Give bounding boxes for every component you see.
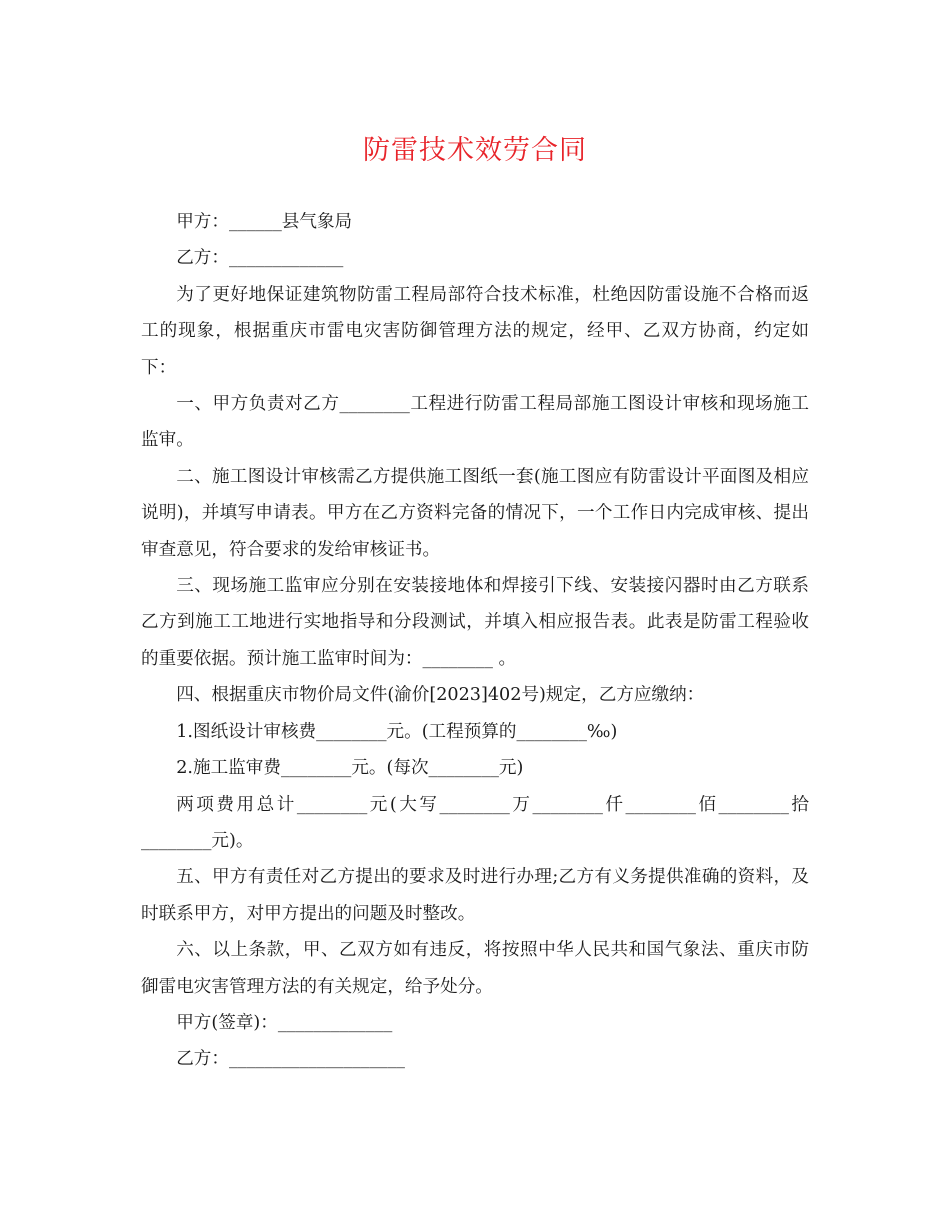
signature-party-b: 乙方：____________________ bbox=[176, 1049, 405, 1070]
fee-1-line: 1.图纸设计审核费________元。(工程预算的________‰) bbox=[176, 721, 618, 742]
fee-2-line: 2.施工监审费________元。(每次________元) bbox=[176, 758, 524, 779]
party-a-line: 甲方：______县气象局 bbox=[176, 212, 353, 232]
preamble-paragraph: 为了更好地保证建筑物防雷工程局部符合技术标准，杜绝因防雷设施不合格而返工的现象，根据重庆市雷电灾害防御管理方法的规定，经甲、乙双方协商，约定如下： bbox=[141, 284, 809, 378]
clause-1-paragraph: 一、甲方负责对乙方________工程进行防雷工程局部施工图设计审核和现场施工监审。 bbox=[141, 394, 809, 451]
clause-5-paragraph: 五、甲方有责任对乙方提出的要求及时进行办理;乙方有义务提供准确的资料，及时联系甲方，对甲方提出的问题及时整改。 bbox=[141, 867, 809, 924]
clause-4-paragraph: 四、根据重庆市物价局文件(渝价[2023]402号)规定，乙方应缴纳： bbox=[176, 685, 705, 706]
clause-3-paragraph: 三、现场施工监审应分别在安装接地体和焊接引下线、安装接闪器时由乙方联系乙方到施工工地进行实地指导和分段测试，并填入相应报告表。此表是防雷工程验收的重要依据。预计施工监审时间为：________ 。 bbox=[141, 576, 809, 669]
party-b-line: 乙方：_____________ bbox=[176, 248, 344, 269]
document-body bbox=[141, 204, 809, 1078]
signature-party-a: 甲方(签章)：_____________ bbox=[176, 1012, 393, 1033]
fee-total-paragraph: 两项费用总计________元(大写________万________仟________佰________拾________元)。 bbox=[141, 794, 809, 851]
clause-2-paragraph: 二、施工图设计审核需乙方提供施工图纸一套(施工图应有防雷设计平面图及相应说明)，并填写申请表。甲方在乙方资料完备的情况下，一个工作日内完成审核、提出审查意见，符合要求的发给审核证书。 bbox=[141, 466, 809, 560]
clause-6-paragraph: 六、以上条款，甲、乙双方如有违反，将按照中华人民共和国气象法、重庆市防御雷电灾害管理方法的有关规定，给予处分。 bbox=[141, 940, 809, 997]
document-title: 防雷技术效劳合同 bbox=[363, 135, 587, 166]
